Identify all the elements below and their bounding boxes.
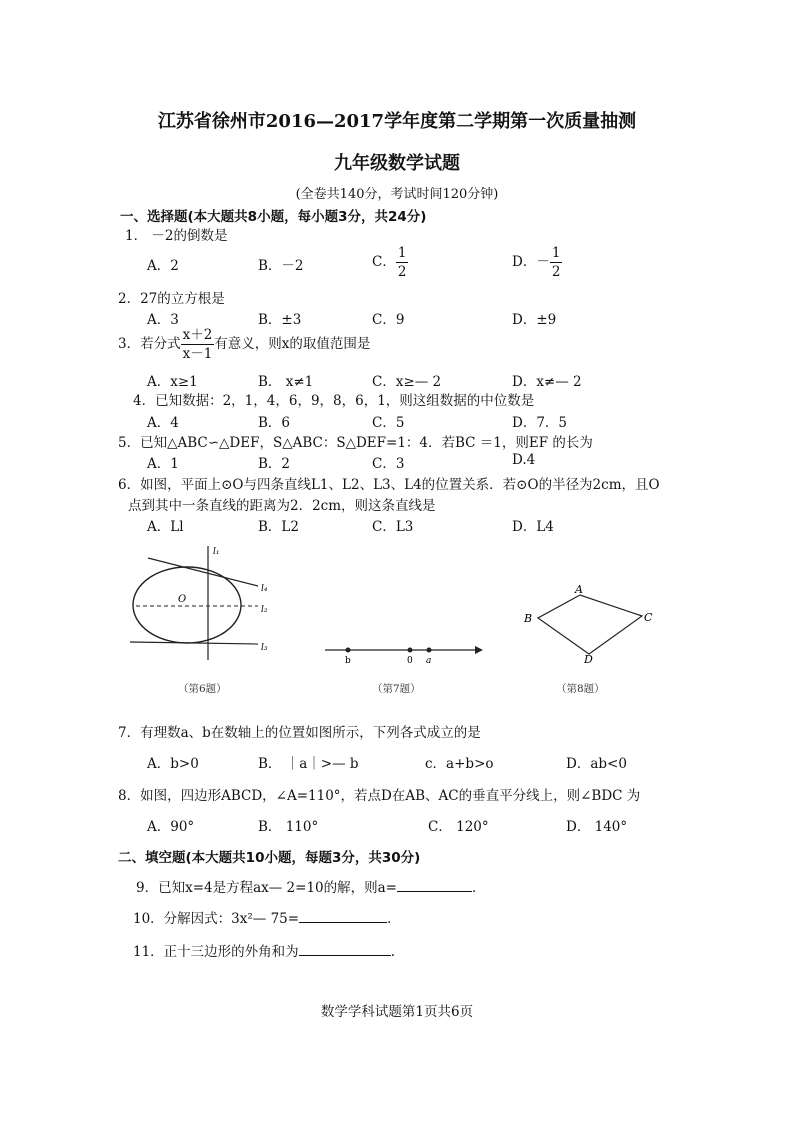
question-8-stem: 8．如图，四边形ABCD，∠A=110°，若点D在AB、AC的垂直平分线上，则∠BDC 为	[118, 788, 641, 804]
label-a: a	[426, 656, 432, 666]
section-heading-choice: 一、选择题(本大题共8小题，每小题3分，共24分)	[120, 209, 427, 225]
label-a: A	[575, 583, 583, 596]
figure-6-circle-lines	[130, 540, 280, 665]
section-heading-fill: 二、填空题(本大题共10小题，每题3分，共30分)	[118, 850, 421, 866]
q3-option-c: C．x≥— 2	[372, 374, 442, 390]
line-l4	[148, 558, 258, 586]
q7-option-c: c．a+b>o	[425, 756, 494, 772]
figure-7-caption: （第7题）	[372, 683, 421, 695]
q1-option-c: C． $\frac{1}{2}$	[372, 245, 407, 280]
q5-option-d: D.4	[512, 452, 536, 468]
point-b	[346, 648, 351, 653]
figure-7-number-line	[325, 640, 485, 668]
quadrilateral-abcd	[538, 595, 642, 654]
page-subtitle: 九年级数学试题	[334, 153, 460, 174]
q5-option-c: C．3	[372, 456, 405, 472]
q6-option-d: D．L4	[512, 519, 554, 535]
q6-option-a: A．Ll	[147, 519, 184, 535]
q7-option-a: A．b>0	[147, 756, 199, 772]
q7-option-b: B． ｜a｜>— b	[258, 756, 359, 772]
q1-option-d: D．－ $\frac{1}{2}$	[512, 245, 561, 280]
question-10: 10．分解因式：3x²— 75= ．	[133, 911, 401, 927]
q6-option-c: C．L3	[372, 519, 414, 535]
q2-option-c: C．9	[372, 312, 405, 328]
question-6-line1: 6．如图，平面上⊙O与四条直线L1、L2、L3、L4的位置关系．若⊙O的半径为2cm，且O	[118, 477, 660, 493]
label-l1: l₁	[213, 547, 220, 557]
question-9: 9．已知x=4是方程ax— 2=10的解，则a= ．	[136, 880, 486, 896]
q4-option-d: D．7．5	[512, 415, 568, 431]
label-c: C	[644, 611, 653, 624]
exam-note: (全卷共140分，考试时间120分钟)	[295, 187, 499, 202]
figure-6-caption: （第6题）	[178, 683, 227, 695]
q4-option-b: B．6	[258, 415, 291, 431]
question-3-stem: 3．若分式 $\frac{x+2}{x-1}$ 有意义，则x的取值范围是	[118, 327, 371, 362]
question-6-line2: 点到其中一条直线的距离为2．2cm，则这条直线是	[128, 498, 436, 514]
label-b: b	[345, 656, 351, 666]
q2-option-b: B．±3	[258, 312, 302, 328]
q8-option-d: D． 140°	[566, 819, 628, 835]
q8-option-b: B． 110°	[258, 819, 319, 835]
point-a	[427, 648, 432, 653]
q1-option-b: B．－2	[258, 258, 304, 274]
label-l4: l₄	[261, 584, 268, 594]
question-2-stem: 2．27的立方根是	[118, 291, 225, 307]
question-7-stem: 7．有理数a、b在数轴上的位置如图所示，下列各式成立的是	[118, 725, 481, 741]
q4-option-a: A．4	[147, 415, 179, 431]
q11-answer-blank[interactable]	[299, 943, 391, 956]
label-l2: l₂	[261, 605, 268, 615]
q7-option-d: D．ab<0	[566, 756, 627, 772]
page-footer: 数学学科试题第1页共6页	[320, 1004, 474, 1020]
label-zero: 0	[407, 656, 413, 666]
label-d: D	[584, 653, 593, 664]
q2-option-a: A．3	[147, 312, 179, 328]
point-0	[408, 648, 413, 653]
q3-option-d: D．x≠— 2	[512, 374, 582, 390]
q6-option-b: B．L2	[258, 519, 299, 535]
figure-8-caption: （第8题）	[556, 683, 605, 695]
q3-option-b: B． x≠1	[258, 374, 314, 390]
q3-option-a: A．x≥1	[147, 374, 198, 390]
question-11: 11．正十三边形的外角和为 .	[133, 944, 395, 960]
axis-arrow-icon	[475, 646, 483, 654]
q2-option-d: D．±9	[512, 312, 557, 328]
q5-option-b: B．2	[258, 456, 291, 472]
q5-option-a: A．1	[147, 456, 179, 472]
label-b: B	[524, 612, 533, 625]
q10-answer-blank[interactable]	[299, 910, 387, 923]
question-4-stem: 4．已知数据：2，1，4，6，9，8，6，1，则这组数据的中位数是	[133, 393, 535, 409]
figure-8-quadrilateral	[520, 582, 660, 664]
question-1-stem: 1． －2的倒数是	[125, 228, 228, 244]
q9-answer-blank[interactable]	[397, 879, 472, 892]
label-o: O	[178, 594, 187, 605]
question-5-stem: 5．已知△ABC∽△DEF，S△ABC：S△DEF=1：4．若BC ＝1，则EF 的长为	[118, 435, 593, 451]
circle-o	[133, 567, 241, 643]
label-l3: l₃	[261, 643, 268, 653]
q8-option-c: C． 120°	[428, 819, 489, 835]
q4-option-c: C．5	[372, 415, 405, 431]
q1-option-a: A．2	[147, 258, 179, 274]
page-title: 江苏省徐州市2016—2017学年度第二学期第一次质量抽测	[157, 111, 637, 132]
q8-option-a: A．90°	[147, 819, 195, 835]
